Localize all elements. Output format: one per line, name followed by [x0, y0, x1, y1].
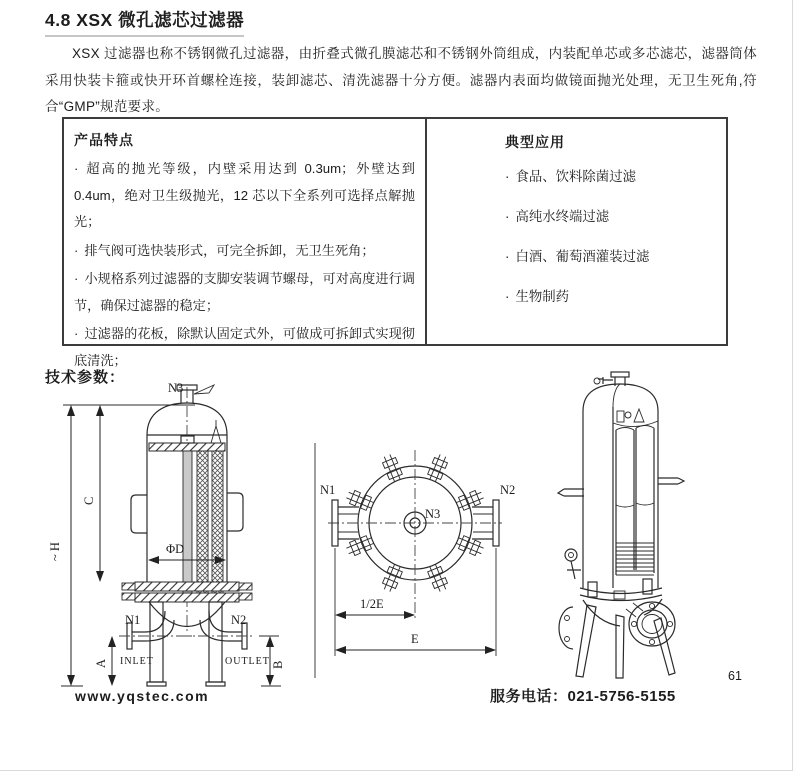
features-header: 产品特点: [74, 132, 134, 148]
application-item-text: 食品、饮料除菌过滤: [515, 169, 636, 184]
feature-item-text: 过滤器的花板，除默认固定式外，可做成可拆卸式实现彻底清洗；: [74, 326, 415, 368]
left-handle: [131, 495, 147, 533]
left-handle: [558, 489, 584, 496]
feature-item-text: 超高的抛光等级，内壁采用达到 0.3um；外壁达到 0.4um，绝对卫生级抛光，12 芯以下全系列可选择点解抛光；: [74, 161, 415, 229]
tech-params-label: 技术参数：: [45, 369, 126, 386]
application-item-text: 高纯水终端过滤: [515, 209, 610, 224]
application-item: [505, 244, 718, 270]
label-n1: N1: [320, 483, 336, 497]
features-list: [74, 156, 415, 374]
right-handle: [227, 493, 243, 531]
page-number: 61: [728, 669, 742, 683]
bullet-glyph: ·: [505, 249, 510, 264]
vessel-3d-view-diagram: [540, 365, 765, 700]
vessel-front-view-diagram: [45, 383, 320, 698]
application-item: [505, 284, 718, 310]
feature-item-text: 小规格系列过滤器的支脚安装调节螺母，可对高度进行调节，确保过滤器的稳定；: [74, 271, 415, 313]
label-outlet: OUTLET: [225, 656, 270, 667]
label-n3: N3: [425, 507, 441, 521]
label-n1: N1: [125, 613, 141, 627]
dim-label-b: B: [271, 660, 285, 669]
label-n2: N2: [231, 613, 247, 627]
application-item-text: 生物制药: [515, 289, 570, 304]
features-applications-table: [62, 117, 728, 368]
bullet-glyph: ·: [505, 169, 510, 184]
feature-item: [74, 238, 415, 265]
label-n3: N3: [168, 381, 184, 395]
dim-label-c: C: [82, 496, 96, 505]
dim-label-half-e: 1/2E: [360, 597, 384, 611]
bullet-glyph: ·: [505, 209, 510, 224]
feature-item: [74, 266, 415, 319]
label-n2: N2: [500, 483, 516, 497]
dim-label-e: E: [411, 632, 419, 646]
applications-cell: [427, 119, 726, 344]
page-title: 4.8 XSX 微孔滤芯过滤器: [45, 7, 244, 37]
dim-label-a: A: [94, 658, 108, 668]
applications-list: [505, 164, 718, 310]
application-item: [505, 204, 718, 230]
footer-phone: 服务电话：021-5756-5155: [490, 688, 676, 705]
feature-item: [74, 321, 415, 374]
applications-header: 典型应用: [505, 134, 565, 150]
footer-website: www.yqstec.com: [75, 688, 210, 704]
bullet-glyph: ·: [505, 289, 510, 304]
dim-label-h: ~ H: [48, 542, 62, 561]
cartridge-pleats: [616, 543, 654, 575]
bullet-glyph: ·: [74, 326, 79, 341]
bullet-glyph: ·: [74, 271, 79, 286]
application-item-text: 白酒、葡萄酒灌装过滤: [515, 249, 650, 264]
bullet-glyph: ·: [74, 161, 79, 176]
application-item: [505, 164, 718, 190]
label-inlet: INLET: [120, 656, 154, 667]
intro-paragraph: XSX 过滤器也称不锈钢微孔过滤器，由折叠式微孔膜滤芯和不锈钢外筒组成，内装配单芯或多芯滤芯，滤器筒体采用快装卡箍或快开环首螺栓连接，装卸滤芯、清洗滤器十分方便。滤器内表面均做镜面抛光处理，无卫生死角,符合“GMP”规范要求。: [45, 46, 757, 114]
right-handle: [658, 478, 684, 484]
bullet-glyph: ·: [74, 242, 79, 258]
dim-label-phi-d: ΦD: [166, 542, 185, 556]
features-cell: [64, 119, 427, 368]
feature-item: [74, 156, 415, 236]
feature-item-text: 排气阀可选快装形式，可完全拆卸，无卫生死角；: [84, 242, 375, 258]
vessel-top-view-diagram: [308, 438, 523, 683]
